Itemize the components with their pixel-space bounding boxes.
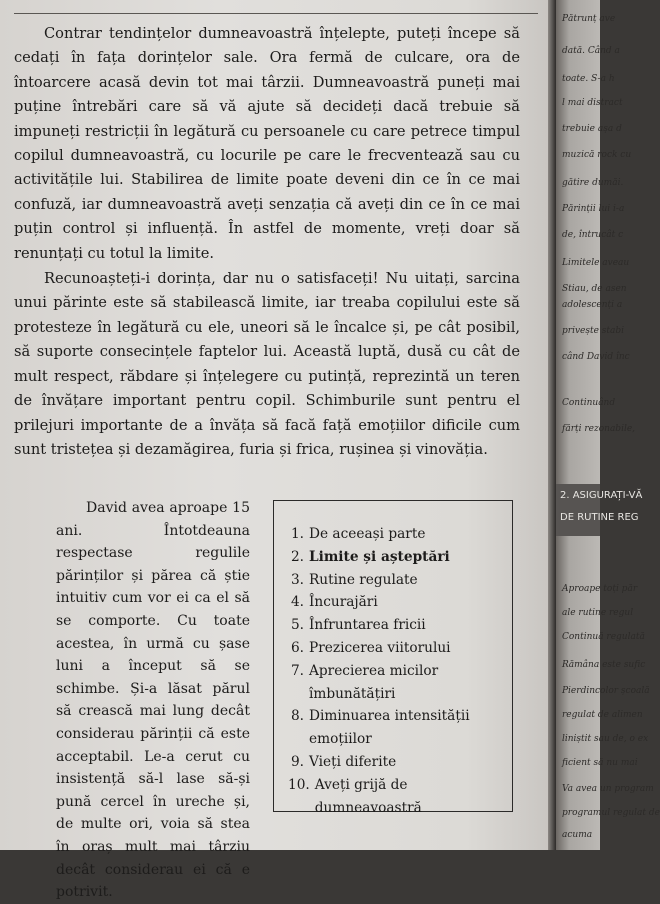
adjacent-page-line: de, întrucât c [562, 230, 624, 240]
list-number: 5. [290, 617, 304, 634]
list-number: 1. [290, 526, 304, 542]
list-text: Aveți grijă de dumneavoastră [314, 776, 422, 816]
adjacent-page-line: adolescenți a [562, 300, 623, 310]
list-item [288, 774, 504, 820]
adjacent-page-line: Continuă regulată [562, 632, 645, 642]
list-text: Diminuarea intensității emoțiilor [309, 708, 470, 748]
adjacent-page-line: Stiau, de asen [562, 284, 627, 294]
list-number: 7. [290, 662, 304, 679]
adjacent-page-line: liniștit sau de, o ex [562, 734, 649, 744]
book-gutter [548, 0, 556, 850]
list-number: 2. [290, 548, 304, 565]
list-item [288, 751, 504, 774]
adjacent-page-line: Limitele aveau [562, 258, 630, 268]
adjacent-page-line: Aproape toți păr [562, 584, 638, 594]
list-number: 9. [290, 753, 304, 770]
adjacent-page-line: acuma [562, 830, 593, 840]
main-text-block [14, 22, 520, 462]
adjacent-page-line: privește stabi [562, 326, 625, 336]
list-item [288, 660, 504, 706]
adjacent-page-line: Părinții lui i-a [562, 204, 625, 214]
list-item [288, 523, 504, 546]
adjacent-page-line: Va avea un program [562, 784, 654, 794]
list-number: 6. [290, 639, 304, 656]
adjacent-page-line: Rămâna este sufic [562, 660, 646, 670]
header-rule [14, 13, 538, 14]
adjacent-page-line: gătire dumăi. [562, 178, 624, 188]
heading-line: DE RUTINE REG [560, 512, 639, 523]
list-text: Prezicerea viitorului [309, 639, 451, 656]
list-number: 10. [288, 776, 310, 793]
list-text: Limite și așteptări [309, 548, 450, 565]
adjacent-page-line: Pierdincolor școală [562, 686, 650, 696]
list-item [288, 569, 504, 592]
adjacent-page-line: trebuie așa d [562, 124, 622, 134]
strategies-list [288, 523, 504, 819]
list-text: De aceeași parte [309, 526, 426, 542]
list-number: 3. [290, 571, 304, 588]
adjacent-page-edge [556, 0, 660, 850]
list-text: Vieți diferite [309, 753, 397, 770]
adjacent-page-line: ficient să nu mai [562, 758, 638, 768]
list-text: Înfruntarea fricii [309, 617, 426, 634]
adjacent-page-line: ale rutine regul [562, 608, 634, 618]
adjacent-page-line: programul regulat de [562, 808, 660, 818]
adjacent-page-line: Pătrunț ave [562, 14, 616, 24]
list-number: 4. [290, 594, 304, 611]
adjacent-page-line: toate. S-a h [562, 74, 615, 84]
adjacent-section-heading [556, 484, 643, 536]
paragraph: Recunoașteți-i dorința, dar nu o satisfaceți! Nu uitați, sarcina unui părinte este să stabilească limite, iar treaba copilului este să protesteze în legătură cu ele, uneori să le încalce și, pe cât posibil, să suporte consecințele faptelor lui. Această luptă, dusă cu cât de mult respect, răbdare și înțelegere cu putință, reprezintă un teren de învățare important pentru copil. Schimburile sunt pentru el prilejuri importante de a învăța să facă față emoțiilor dificile cum sunt tristețea și dezamăgirea, furia și frica, rușinea și vinovăția. [14, 270, 520, 458]
list-text: Aprecierea micilor îmbunătățiri [309, 662, 439, 702]
adjacent-page-line: când David înc [562, 352, 630, 362]
list-item [288, 614, 504, 637]
paragraph: Contrar tendințelor dumneavoastră înțelepte, puteți începe să cedați în fața dorințelor sale. Ora fermă de culcare, ora de întoarcere acasă devin tot mai târzii. Dumneavoastră puneți mai puține întrebări care să vă ajute să decideți dacă trebuie să impuneți restricții în legătură cu persoanele cu care petrece timpul copilul dumneavoastră, cu locurile pe care le frecventează sau cu activitățile lui. Stabilirea de limite poate deveni din ce în ce mai confuză, iar dumneavoastră aveți senzația că aveți din ce în ce mai puțin control și influență. În astfel de momente, vreți doar să renunțați cu totul la limite. [14, 25, 520, 262]
adjacent-page-line: dată. Când a [562, 46, 620, 56]
case-study-paragraph: David avea aproape 15 ani. Întotdeauna respectase regulile părinților și părea că știe intuitiv cum vor ei ca el să se comporte. Cu toate acestea, în urmă cu șase luni a început să se schimbe. Și-a lăsat părul să crească mai lung decât considerau părinții că este acceptabil. Le-a cerut cu insistență să-l lase să-și pună cercel în ureche și, de multe ori, voia să stea în oraș mult mai târziu decât considerau ei că e potrivit. [56, 500, 250, 901]
strategies-list-box [273, 500, 513, 816]
list-text: Încurajări [309, 594, 378, 611]
adjacent-page-line: l mai distract [562, 98, 623, 108]
adjacent-page-line: Continuând [562, 398, 616, 408]
adjacent-page-line: regulat de alimen [562, 710, 643, 720]
heading-line: 2. ASIGURAȚI-VĂ [560, 490, 643, 501]
list-number: 8. [290, 708, 304, 725]
list-item [288, 591, 504, 614]
list-item-current [288, 546, 504, 569]
list-item [288, 705, 504, 751]
adjacent-page-line: fărți rezonabile, [562, 424, 636, 434]
adjacent-page-line: muzică rock cu [562, 150, 632, 160]
list-item [288, 637, 504, 660]
list-text: Rutine regulate [309, 571, 418, 588]
